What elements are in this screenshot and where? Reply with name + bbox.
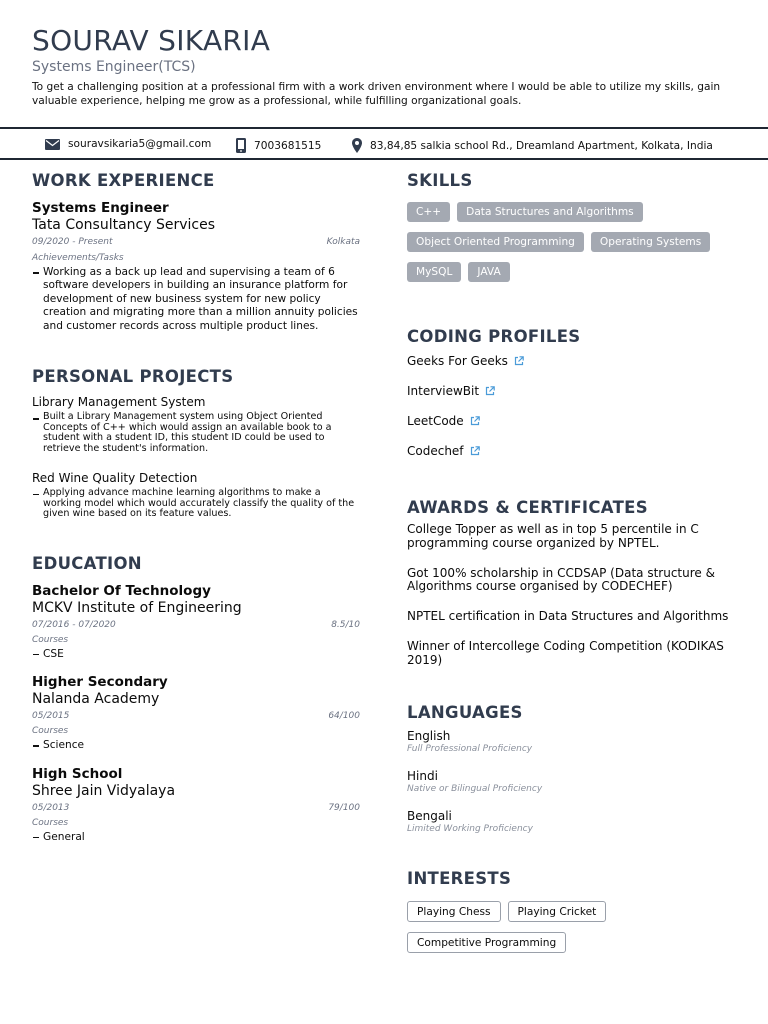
resume-header — [32, 24, 742, 108]
school-name: Shree Jain Vidyalaya — [32, 782, 176, 799]
language-entry — [407, 729, 737, 755]
profile-name: LeetCode — [407, 414, 464, 428]
skill-tag: Data Structures and Algorithms — [457, 202, 643, 222]
education-section — [32, 553, 360, 844]
education-meta — [32, 710, 360, 722]
job-meta — [32, 236, 360, 248]
interest-tag: Playing Chess — [407, 901, 501, 922]
job-dates: 09/2020 - Present — [32, 237, 113, 247]
project-title: Red Wine Quality Detection — [32, 470, 198, 485]
school-name: MCKV Institute of Engineering — [32, 599, 242, 616]
profile-link[interactable] — [407, 353, 737, 369]
address-text: 83,84,85 salkia school Rd., Dreamland Apartment, Kolkata, India — [370, 139, 713, 152]
education-score: 8.5/10 — [331, 619, 360, 630]
courses-label: Courses — [32, 817, 69, 828]
list-item: Built a Library Management system using Object Oriented Concepts of C++ which would assign an available book to a student with a student ID, this student ID could be used to retrieve the student's information. — [32, 412, 360, 455]
phone-text: 7003681515 — [254, 139, 322, 152]
award-item: College Topper as well as in top 5 percentile in C programming course organized by NPTEL. — [407, 522, 699, 550]
award-item: Got 100% scholarship in CCDSAP (Data structure & Algorithms course organised by CODECHEF) — [407, 565, 715, 594]
award-item: Winner of Intercollege Coding Competition (KODIKAS 2019) — [407, 638, 724, 667]
external-link-icon — [514, 356, 524, 366]
profile-name: InterviewBit — [407, 384, 480, 398]
education-dates: 05/2015 — [32, 711, 70, 722]
profile-name: Codechef — [407, 444, 464, 458]
project-desc-list — [32, 412, 360, 455]
education-dates: 07/2016 - 07/2020 — [32, 619, 116, 630]
interest-tag: Playing Cricket — [508, 901, 607, 922]
coding-profiles-section — [407, 326, 737, 459]
profile-link[interactable] — [407, 383, 737, 399]
degree-title: Bachelor Of Technology — [32, 582, 211, 599]
objective-text: To get a challenging position at a professional firm with a work driven environment where I would be able to utilize my skills, gain valuable experience, helping me grow as a professional, while fulfilling organizational goals. — [32, 81, 721, 107]
profile-list — [407, 353, 737, 459]
interest-tags — [407, 901, 727, 953]
skill-tag: C++ — [407, 202, 450, 222]
language-level: Full Professional Proficiency — [407, 743, 533, 754]
section-title: AWARDS & CERTIFICATES — [407, 498, 648, 517]
education-score: 79/100 — [328, 802, 360, 813]
education-entry — [32, 583, 360, 661]
candidate-name: SOURAV SIKARIA — [32, 24, 271, 57]
course-list — [32, 739, 360, 752]
section-title: INTERESTS — [407, 868, 512, 888]
skill-tags — [407, 202, 737, 282]
course-list — [32, 831, 360, 844]
skill-tag: MySQL — [407, 262, 461, 282]
project-title: Library Management System — [32, 395, 206, 410]
envelope-icon — [45, 139, 60, 150]
job-title: Systems Engineer — [32, 200, 169, 216]
list-item: CSE — [32, 648, 360, 661]
tasks-label: Achievements/Tasks — [32, 253, 124, 263]
skill-tag: Object Oriented Programming — [407, 232, 584, 252]
right-column — [407, 170, 737, 953]
language-name: English — [407, 728, 451, 743]
left-column — [32, 170, 360, 844]
external-link-icon — [485, 386, 495, 396]
education-score: 64/100 — [328, 711, 360, 722]
language-entry — [407, 769, 737, 795]
education-meta — [32, 802, 360, 814]
section-title: WORK EXPERIENCE — [32, 171, 215, 190]
list-item: Science — [32, 739, 360, 752]
profile-name: Geeks For Geeks — [407, 354, 508, 368]
contact-phone[interactable] — [236, 138, 321, 153]
course-list — [32, 648, 360, 661]
external-link-icon — [470, 416, 480, 426]
company-name: Tata Consultancy Services — [32, 217, 216, 233]
phone-icon — [236, 138, 246, 153]
language-level: Limited Working Proficiency — [407, 823, 533, 834]
language-entry — [407, 809, 737, 835]
contact-bar — [0, 127, 768, 160]
language-name: Hindi — [407, 768, 438, 783]
education-entry — [32, 674, 360, 752]
section-title: CODING PROFILES — [407, 327, 581, 346]
languages-section — [407, 702, 737, 835]
section-title: LANGUAGES — [407, 702, 523, 722]
interests-section — [407, 868, 737, 953]
education-meta — [32, 619, 360, 631]
degree-title: High School — [32, 765, 123, 782]
email-text: souravsikaria5@gmail.com — [68, 138, 212, 150]
candidate-role: Systems Engineer(TCS) — [32, 59, 196, 75]
task-list — [32, 266, 360, 333]
project-desc-list — [32, 488, 360, 520]
language-level: Native or Bilingual Proficiency — [407, 783, 543, 794]
award-item: NPTEL certification in Data Structures and Algorithms — [407, 609, 729, 624]
job-location: Kolkata — [326, 237, 360, 247]
education-entry — [32, 766, 360, 844]
list-item: Applying advance machine learning algorithms to make a working model which would accurately classify the quality of the given wine based on its feature values. — [32, 488, 360, 520]
interest-tag: Competitive Programming — [407, 932, 566, 953]
section-title: SKILLS — [407, 171, 473, 190]
profile-link[interactable] — [407, 413, 737, 429]
location-pin-icon — [352, 138, 362, 153]
section-title: EDUCATION — [32, 553, 142, 573]
list-item: General — [32, 831, 360, 844]
education-dates: 05/2013 — [32, 802, 70, 813]
school-name: Nalanda Academy — [32, 691, 160, 708]
language-name: Bengali — [407, 808, 452, 823]
awards-section — [407, 497, 737, 668]
section-title: PERSONAL PROJECTS — [32, 367, 234, 387]
degree-title: Higher Secondary — [32, 674, 168, 691]
skills-section — [407, 170, 737, 282]
skill-tag: Operating Systems — [591, 232, 710, 252]
courses-label: Courses — [32, 726, 69, 737]
skill-tag: JAVA — [468, 262, 509, 282]
contact-address — [352, 138, 713, 153]
personal-projects-section — [32, 366, 360, 520]
external-link-icon — [470, 446, 480, 456]
list-item: Working as a back up lead and supervising a team of 6 software developers in building an insurance platform for development of new business system for new policy creation and migrating more than a million annuity policies and customer records across multiple product lines. — [32, 266, 360, 333]
profile-link[interactable] — [407, 443, 737, 459]
work-experience-section — [32, 170, 360, 333]
contact-email[interactable] — [45, 138, 211, 150]
courses-label: Courses — [32, 634, 69, 645]
